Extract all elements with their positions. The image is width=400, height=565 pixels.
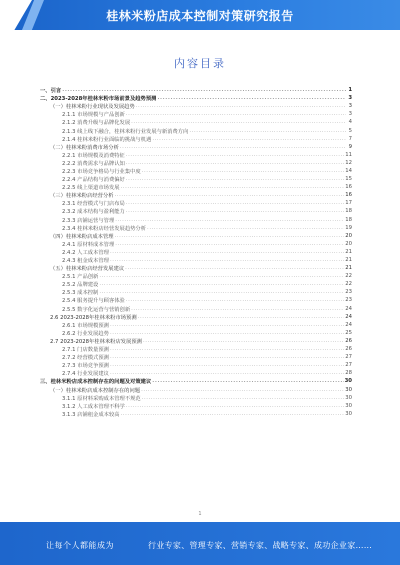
toc-entry[interactable] [40,296,352,304]
toc-entry[interactable] [40,126,352,134]
toc-leader-dots [126,208,344,214]
toc-entry-title: 2.7.4 行业发展建议 [62,371,109,378]
toc-entry-page: 27 [345,362,352,369]
toc-entry-title: 2.5.3 成本控制 [62,290,99,297]
toc-entry-page: 7 [348,135,352,142]
toc-entry-title: 2.2.3 市场竞争格局与行业集中度 [62,168,141,175]
toc-entry[interactable] [40,305,352,313]
toc-leader-dots [126,111,346,117]
toc-entry-title: 2.7 2023-2028年桂林米粉店发展预测 [50,338,142,345]
toc-entry[interactable] [40,224,352,232]
toc-entry[interactable] [40,183,352,191]
toc-entry[interactable] [40,410,352,418]
toc-entry[interactable] [40,280,352,288]
toc-entry-page: 1 [348,87,352,94]
toc-leader-dots [189,128,346,134]
toc-entry-page: 24 [345,313,352,320]
toc-entry[interactable] [40,264,352,272]
toc-entry-page: 20 [345,232,352,239]
toc-leader-dots [126,403,344,409]
toc-entry[interactable] [40,240,352,248]
toc-entry-page: 20 [345,240,352,247]
toc-entry-page: 26 [345,346,352,353]
toc-leader-dots [141,387,344,393]
toc-entry-title: 3.1.3 店铺租金成本较高 [62,411,120,418]
toc-entry[interactable] [40,377,352,385]
toc-entry-title: 2.3.3 店铺运营与管理 [62,217,115,224]
toc-entry-title: 2.3.4 桂林米粉店经营发展趋势分析 [62,225,147,232]
toc-entry-title: 2.3.1 经营模式与门店布局 [62,201,125,208]
toc-entry-title: 3.1.2 人工成本管理不科学 [62,403,125,410]
toc-entry-page: 30 [345,386,352,393]
toc-entry-title: 2.7.1 门店数量预测 [62,347,109,354]
toc-leader-dots [136,103,346,109]
toc-leader-dots [121,184,345,190]
toc-entry-page: 3 [348,111,352,118]
toc-entry-page: 3 [348,95,352,102]
toc-entry[interactable] [40,288,352,296]
toc-entry-page: 23 [345,297,352,304]
footer-slogan: 让每个人都能成为 [46,541,114,550]
toc-entry-title: （一）桂林米粉行业现状及发展趋势 [50,104,135,111]
toc-leader-dots [110,257,344,263]
toc-leader-dots [157,95,346,101]
toc-entry-title: 2.6.1 市场规模预测 [62,322,109,329]
toc-leader-dots [110,370,344,376]
toc-entry-page: 30 [344,378,352,385]
toc-entry[interactable] [40,394,352,402]
toc-entry[interactable] [40,135,352,143]
toc-entry-title: 2.2.1 市场规模及消费特征 [62,152,125,159]
toc-entry-title: 2.4.1 原材料成本管理 [62,241,115,248]
toc-entry-page: 27 [345,354,352,361]
toc-entry[interactable] [40,86,352,94]
toc-entry[interactable] [40,337,352,345]
toc-leader-dots [143,338,344,344]
toc-entry[interactable] [40,102,352,110]
toc-entry-page: 17 [345,200,352,207]
toc-entry-page: 14 [345,167,352,174]
toc-entry-page: 21 [345,248,352,255]
toc-entry[interactable] [40,110,352,118]
toc-entry-page: 25 [345,329,352,336]
toc-entry[interactable] [40,216,352,224]
toc-leader-dots [138,314,345,320]
toc-leader-dots [126,297,344,303]
toc-leader-dots [99,273,344,279]
toc-title: 内容目录 [174,57,226,70]
toc-entry-title: 二、2023-2028年桂林米粉市场前景及趋势预测 [40,96,157,103]
toc-entry-title: 一、引言 [40,88,62,95]
toc-leader-dots [110,322,344,328]
toc-entry[interactable] [40,329,352,337]
toc-leader-dots [99,289,344,295]
toc-entry-title: 三、桂林米粉店成本控制存在的问题及对策建议 [40,379,152,386]
toc-entry-page: 9 [348,143,352,150]
toc-entry-page: 26 [345,337,352,344]
toc-entry[interactable] [40,313,352,321]
toc-leader-dots [126,152,344,158]
toc-entry[interactable] [40,175,352,183]
toc-entry[interactable] [40,402,352,410]
toc-entry-page: 21 [345,265,352,272]
toc-entry-title: 2.7.3 市场竞争预测 [62,363,109,370]
toc-entry-page: 21 [345,257,352,264]
toc-entry[interactable] [40,385,352,393]
toc-entry-page: 16 [345,192,352,199]
toc-entry-page: 15 [345,176,352,183]
toc-entry[interactable] [40,256,352,264]
toc-entry[interactable] [40,207,352,215]
page-number: 1 [198,511,202,517]
footer-slogan-roles: 行业专家、管理专家、营销专家、战略专家、成功企业家…… [148,541,373,550]
toc-leader-dots [110,249,344,255]
toc-leader-dots [125,265,344,271]
toc-leader-dots [152,136,346,142]
toc-entry[interactable] [40,94,352,102]
toc-leader-dots [147,225,344,231]
toc-entry-page: 24 [345,305,352,312]
toc-leader-dots [110,346,344,352]
toc-entry[interactable] [40,353,352,361]
toc-entry[interactable] [40,345,352,353]
toc-entry-page: 18 [345,216,352,223]
toc-entry-page: 30 [345,410,352,417]
report-footer [0,522,400,565]
toc-entry-page: 24 [345,321,352,328]
toc-entry-title: 2.1.3 线上线下融合，桂林米粉行业发展与新消费方向 [62,128,189,135]
toc-leader-dots [115,241,344,247]
toc-leader-dots [131,306,344,312]
report-title: 桂林米粉店成本控制对策研究报告 [106,9,294,23]
toc-entry-page: 23 [345,289,352,296]
toc-entry[interactable] [40,199,352,207]
toc-entry[interactable] [40,232,352,240]
toc-leader-dots [110,354,344,360]
toc-leader-dots [126,176,344,182]
toc-leader-dots [126,200,344,206]
toc-entry-title: （二）桂林米粉消费市场分析 [50,144,119,151]
table-of-contents [40,86,352,418]
toc-entry-title: （三）桂林米粉店经营分析 [50,193,114,200]
toc-entry[interactable] [40,369,352,377]
toc-entry-page: 12 [345,159,352,166]
toc-entry-title: 2.4.3 租金成本管理 [62,258,109,265]
toc-leader-dots [115,217,344,223]
toc-entry-title: （一）桂林米粉店成本控制存在的问题 [50,387,141,394]
toc-entry-title: 2.1.2 消费升级与品牌化发展 [62,120,131,127]
toc-leader-dots [62,87,346,93]
toc-entry[interactable] [40,151,352,159]
toc-leader-dots [152,378,343,384]
toc-entry-title: 2.1.1 市场规模与产品创新 [62,112,125,119]
toc-leader-dots [142,168,345,174]
toc-entry[interactable] [40,167,352,175]
toc-leader-dots [115,233,345,239]
toc-entry[interactable] [40,361,352,369]
toc-entry-page: 19 [345,224,352,231]
toc-entry-page: 5 [348,127,352,134]
toc-entry-title: 2.2.4 产品结构与消费偏好 [62,177,125,184]
toc-leader-dots [115,192,345,198]
toc-entry-title: 2.5.5 数字化运营与营销创新 [62,306,131,313]
toc-entry-title: 2.5.2 品牌建设 [62,282,99,289]
toc-leader-dots [99,281,344,287]
toc-entry-title: 2.5.1 产品创新 [62,274,99,281]
toc-entry-title: 2.5.4 服务提升与顾客体验 [62,298,125,305]
toc-entry[interactable] [40,159,352,167]
toc-entry-title: （五）桂林米粉店经营发展建议 [50,266,125,273]
toc-entry-page: 22 [345,273,352,280]
toc-leader-dots [110,330,344,336]
toc-entry[interactable] [40,118,352,126]
toc-entry-page: 11 [345,151,352,158]
toc-entry-title: 2.6.2 行业发展趋势 [62,330,109,337]
report-header [0,0,400,30]
toc-entry-title: 2.6 2023-2028年桂林米粉市场预测 [50,314,137,321]
toc-entry-title: 2.2.5 线上渠道市场发展 [62,185,120,192]
toc-leader-dots [131,119,346,125]
toc-leader-dots [126,160,344,166]
toc-entry-title: （四）桂林米粉店成本管理 [50,233,114,240]
toc-entry[interactable] [40,248,352,256]
toc-entry-title: 2.2.2 消费需求与品牌认知 [62,160,125,167]
toc-leader-dots [121,411,345,417]
toc-entry[interactable] [40,321,352,329]
toc-entry-page: 3 [348,103,352,110]
toc-leader-dots [120,144,346,150]
toc-entry-title: 2.3.2 成本结构与盈利能力 [62,209,125,216]
toc-entry-title: 2.1.4 桂林米粉行业面临的挑战与机遇 [62,136,152,143]
toc-entry-page: 22 [345,281,352,288]
toc-entry[interactable] [40,272,352,280]
toc-entry[interactable] [40,191,352,199]
toc-entry-page: 16 [345,184,352,191]
toc-entry-title: 2.4.2 人工成本管理 [62,249,109,256]
toc-entry-title: 2.7.2 经营模式预测 [62,355,109,362]
toc-leader-dots [142,395,345,401]
toc-entry-page: 18 [345,208,352,215]
toc-entry-page: 30 [345,394,352,401]
toc-entry-page: 28 [345,370,352,377]
toc-entry-title: 3.1.1 原材料采购成本管理不规范 [62,395,141,402]
toc-entry-page: 4 [348,119,352,126]
toc-entry-page: 30 [345,402,352,409]
toc-leader-dots [110,362,344,368]
toc-entry[interactable] [40,143,352,151]
